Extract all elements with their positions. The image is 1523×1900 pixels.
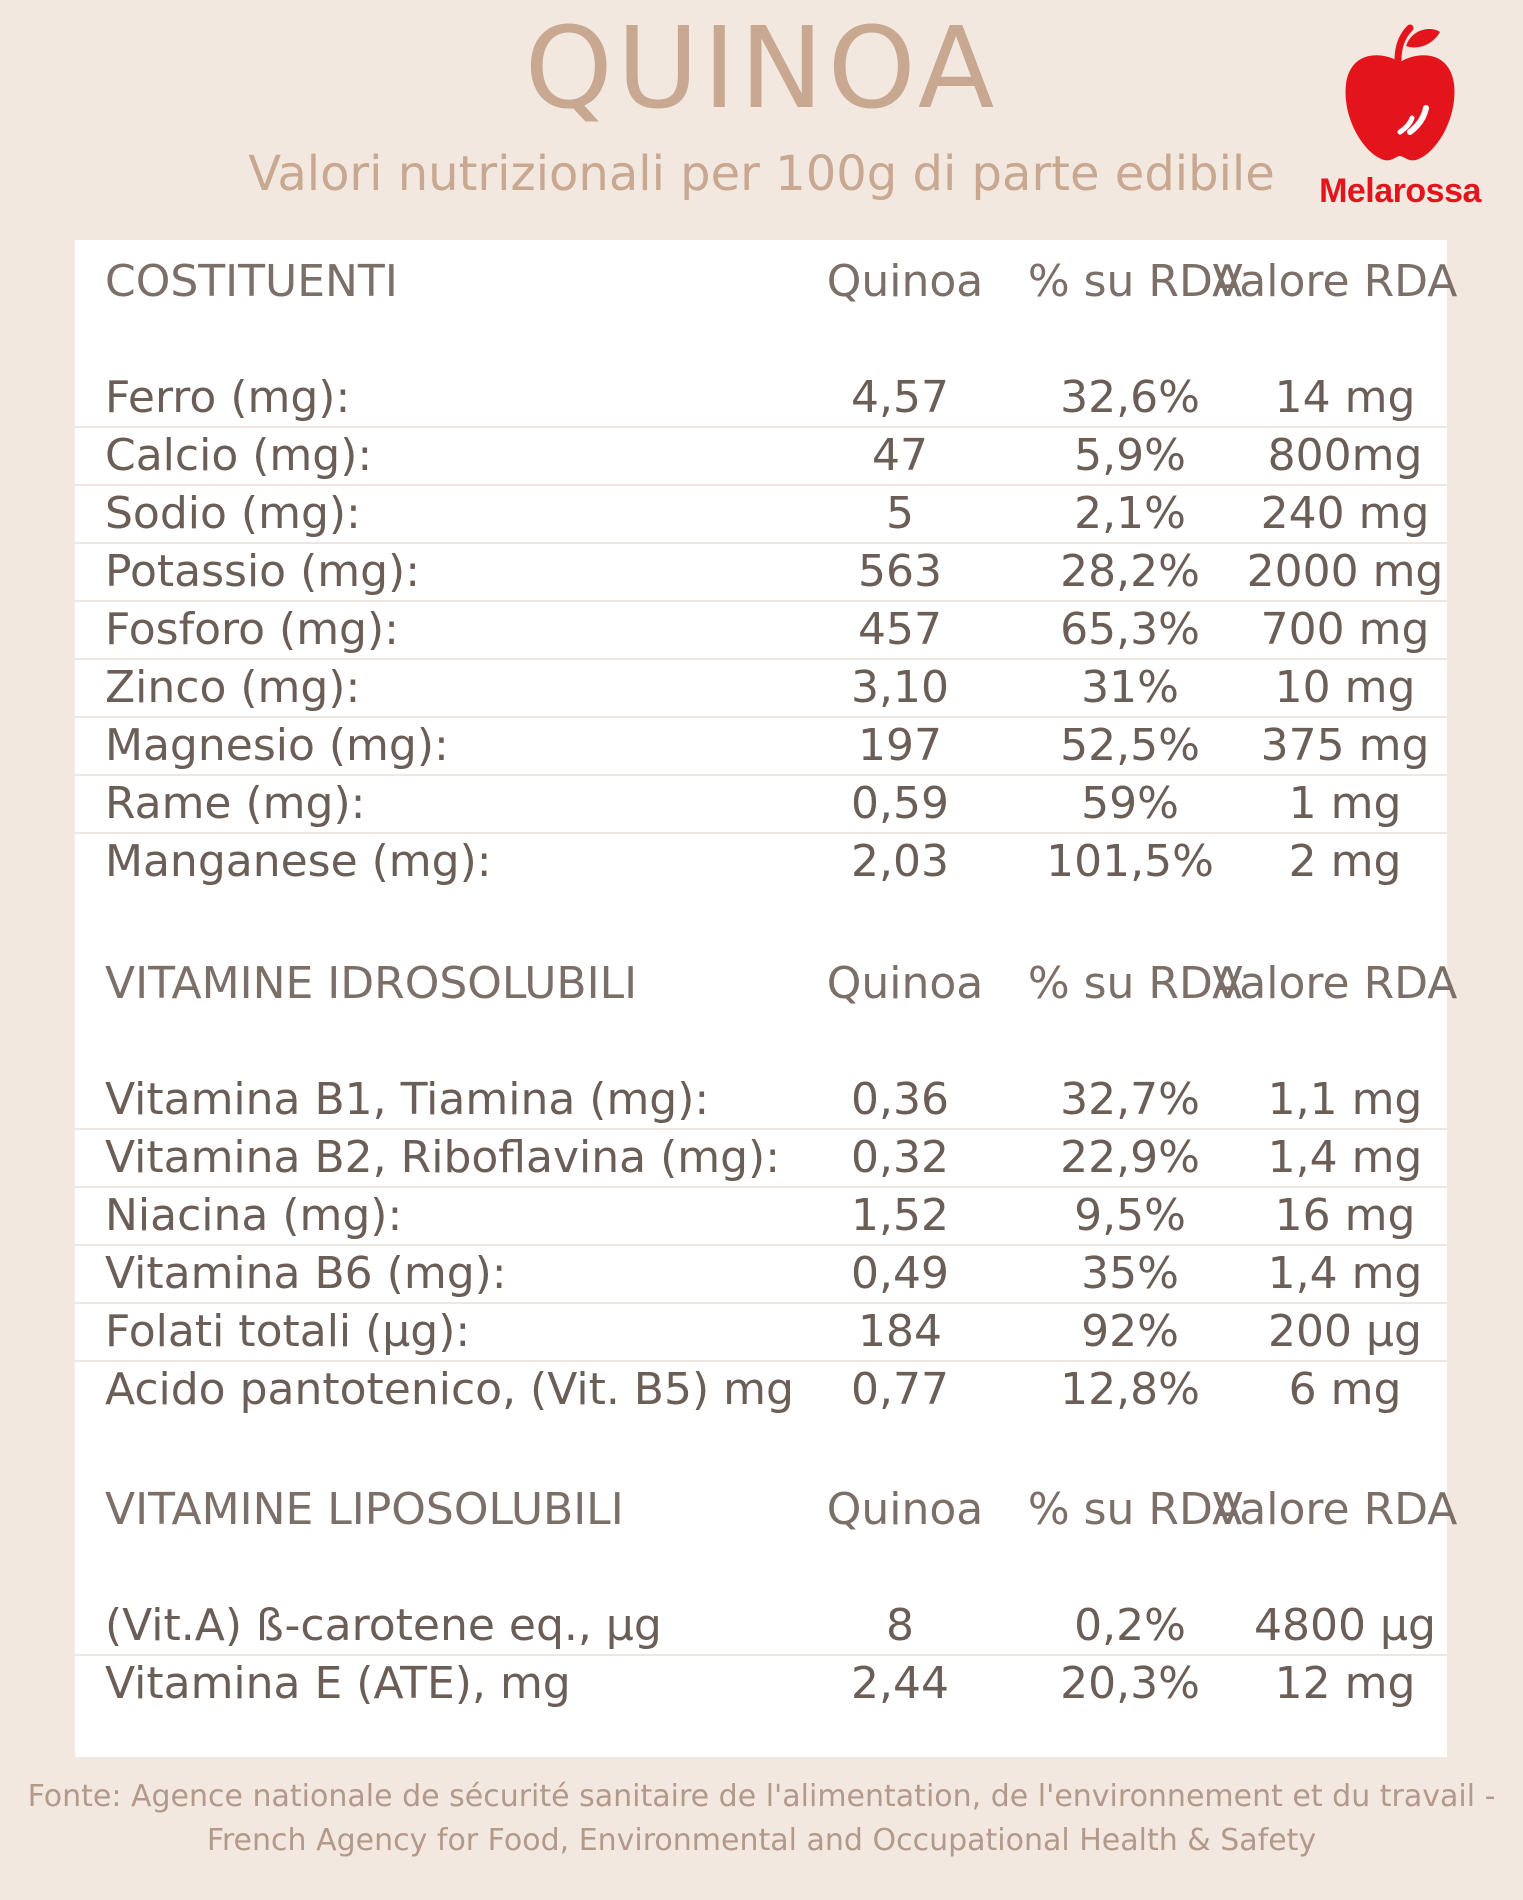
section-header-vitamine-liposolubili — [75, 1480, 1458, 1540]
pct-rda-value: 22,9% — [1060, 1132, 1200, 1183]
rda-value: 6 mg — [1288, 1364, 1402, 1415]
nutrient-name: Vitamina B2, Riboflavina (mg): — [105, 1132, 781, 1183]
rda-value: 12 mg — [1274, 1658, 1416, 1709]
brand-logo — [1310, 22, 1490, 218]
rda-value: 240 mg — [1260, 488, 1430, 539]
rda-value: 1,4 mg — [1267, 1248, 1423, 1299]
section-header-costituenti — [75, 252, 1458, 312]
brand-name: Melarossa — [1319, 172, 1481, 210]
quinoa-value: 47 — [872, 430, 928, 481]
nutrient-name: Sodio (mg): — [105, 488, 361, 539]
quinoa-value: 4,57 — [851, 372, 949, 423]
quinoa-value: 197 — [858, 720, 942, 771]
source-line-1: Fonte: Agence nationale de sécurité sanitaire de l'alimentation, de l'environnement et du travail - — [27, 1779, 1496, 1814]
nutrient-name: Potassio (mg): — [105, 546, 421, 597]
nutrient-name: Fosforo (mg): — [105, 604, 399, 655]
pct-rda-value: 31% — [1081, 662, 1179, 713]
nutrient-name: Rame (mg): — [105, 778, 366, 829]
pct-rda-value: 5,9% — [1074, 430, 1186, 481]
column-header-valore-rda: Valore RDA — [1212, 256, 1458, 307]
pct-rda-value: 32,6% — [1060, 372, 1200, 423]
table-row — [75, 1186, 1447, 1246]
quinoa-value: 0,36 — [851, 1074, 949, 1125]
table-row — [75, 1070, 1447, 1130]
column-header-pct-rda: % su RDA — [1027, 256, 1243, 307]
column-header-pct-rda: % su RDA — [1027, 958, 1243, 1009]
quinoa-value: 0,59 — [851, 778, 949, 829]
pct-rda-value: 12,8% — [1060, 1364, 1200, 1415]
rda-value: 1 mg — [1288, 778, 1402, 829]
quinoa-value: 0,77 — [851, 1364, 949, 1415]
rda-value: 4800 µg — [1254, 1600, 1436, 1651]
table-row — [75, 1654, 1447, 1712]
nutrient-name: Manganese (mg): — [105, 836, 492, 887]
quinoa-value: 0,49 — [851, 1248, 949, 1299]
red-apple-icon — [1340, 22, 1460, 172]
nutrient-name: Calcio (mg): — [105, 430, 373, 481]
pct-rda-value: 59% — [1081, 778, 1179, 829]
rda-value: 10 mg — [1274, 662, 1416, 713]
column-header-quinoa: Quinoa — [826, 1484, 984, 1535]
table-row — [75, 426, 1447, 486]
nutrition-table — [75, 240, 1458, 1757]
rda-value: 2000 mg — [1246, 546, 1444, 597]
quinoa-value: 0,32 — [851, 1132, 949, 1183]
page-subtitle: Valori nutrizionali per 100g di parte edibile — [248, 146, 1275, 202]
nutrient-name: Vitamina E (ATE), mg — [105, 1658, 571, 1709]
section-title: COSTITUENTI — [105, 256, 398, 307]
pct-rda-value: 20,3% — [1060, 1658, 1200, 1709]
rda-value: 14 mg — [1274, 372, 1416, 423]
rda-value: 700 mg — [1260, 604, 1430, 655]
table-row — [75, 1244, 1447, 1304]
source-note — [0, 1775, 1523, 1863]
nutrient-name: Zinco (mg): — [105, 662, 361, 713]
table-row — [75, 1128, 1447, 1188]
table-row — [75, 1596, 1447, 1656]
pct-rda-value: 2,1% — [1074, 488, 1186, 539]
quinoa-value: 8 — [886, 1600, 914, 1651]
quinoa-value: 184 — [858, 1306, 942, 1357]
rda-value: 16 mg — [1274, 1190, 1416, 1241]
quinoa-value: 1,52 — [851, 1190, 949, 1241]
table-row — [75, 1360, 1447, 1418]
column-header-quinoa: Quinoa — [826, 256, 984, 307]
table-row — [75, 542, 1447, 602]
table-row — [75, 484, 1447, 544]
section-header-vitamine-idrosolubili — [75, 954, 1458, 1014]
nutrient-name: Vitamina B6 (mg): — [105, 1248, 507, 1299]
column-header-valore-rda: Valore RDA — [1212, 1484, 1458, 1535]
table-row — [75, 600, 1447, 660]
table-row — [75, 368, 1447, 428]
column-header-pct-rda: % su RDA — [1027, 1484, 1243, 1535]
quinoa-value: 2,44 — [851, 1658, 949, 1709]
pct-rda-value: 92% — [1081, 1306, 1179, 1357]
rda-value: 2 mg — [1288, 836, 1402, 887]
pct-rda-value: 35% — [1081, 1248, 1179, 1299]
pct-rda-value: 65,3% — [1060, 604, 1200, 655]
nutrient-name: Acido pantotenico, (Vit. B5) mg — [105, 1364, 794, 1415]
rda-value: 1,1 mg — [1267, 1074, 1423, 1125]
table-row — [75, 658, 1447, 718]
pct-rda-value: 28,2% — [1060, 546, 1200, 597]
page-title: QUINOA — [524, 4, 999, 134]
nutrient-name: Ferro (mg): — [105, 372, 351, 423]
source-line-2: French Agency for Food, Environmental and Occupational Health & Safety — [206, 1823, 1317, 1858]
pct-rda-value: 9,5% — [1074, 1190, 1186, 1241]
table-row — [75, 774, 1447, 834]
section-title: VITAMINE LIPOSOLUBILI — [105, 1484, 624, 1535]
nutrient-name: Vitamina B1, Tiamina (mg): — [105, 1074, 710, 1125]
quinoa-value: 563 — [858, 546, 942, 597]
rda-value: 375 mg — [1260, 720, 1430, 771]
quinoa-value: 457 — [858, 604, 942, 655]
pct-rda-value: 32,7% — [1060, 1074, 1200, 1125]
column-header-quinoa: Quinoa — [826, 958, 984, 1009]
rda-value: 200 µg — [1268, 1306, 1422, 1357]
pct-rda-value: 52,5% — [1060, 720, 1200, 771]
table-row — [75, 832, 1447, 890]
nutrient-name: Magnesio (mg): — [105, 720, 449, 771]
table-row — [75, 1302, 1447, 1362]
table-row — [75, 716, 1447, 776]
rda-value: 800mg — [1267, 430, 1423, 481]
column-header-valore-rda: Valore RDA — [1212, 958, 1458, 1009]
nutrient-name: Niacina (mg): — [105, 1190, 403, 1241]
section-title: VITAMINE IDROSOLUBILI — [105, 958, 638, 1009]
nutrient-name: (Vit.A) ß-carotene eq., µg — [105, 1600, 662, 1651]
quinoa-value: 2,03 — [851, 836, 949, 887]
pct-rda-value: 101,5% — [1046, 836, 1214, 887]
pct-rda-value: 0,2% — [1074, 1600, 1186, 1651]
quinoa-value: 3,10 — [851, 662, 949, 713]
nutrient-name: Folati totali (µg): — [105, 1306, 471, 1357]
quinoa-value: 5 — [886, 488, 914, 539]
rda-value: 1,4 mg — [1267, 1132, 1423, 1183]
